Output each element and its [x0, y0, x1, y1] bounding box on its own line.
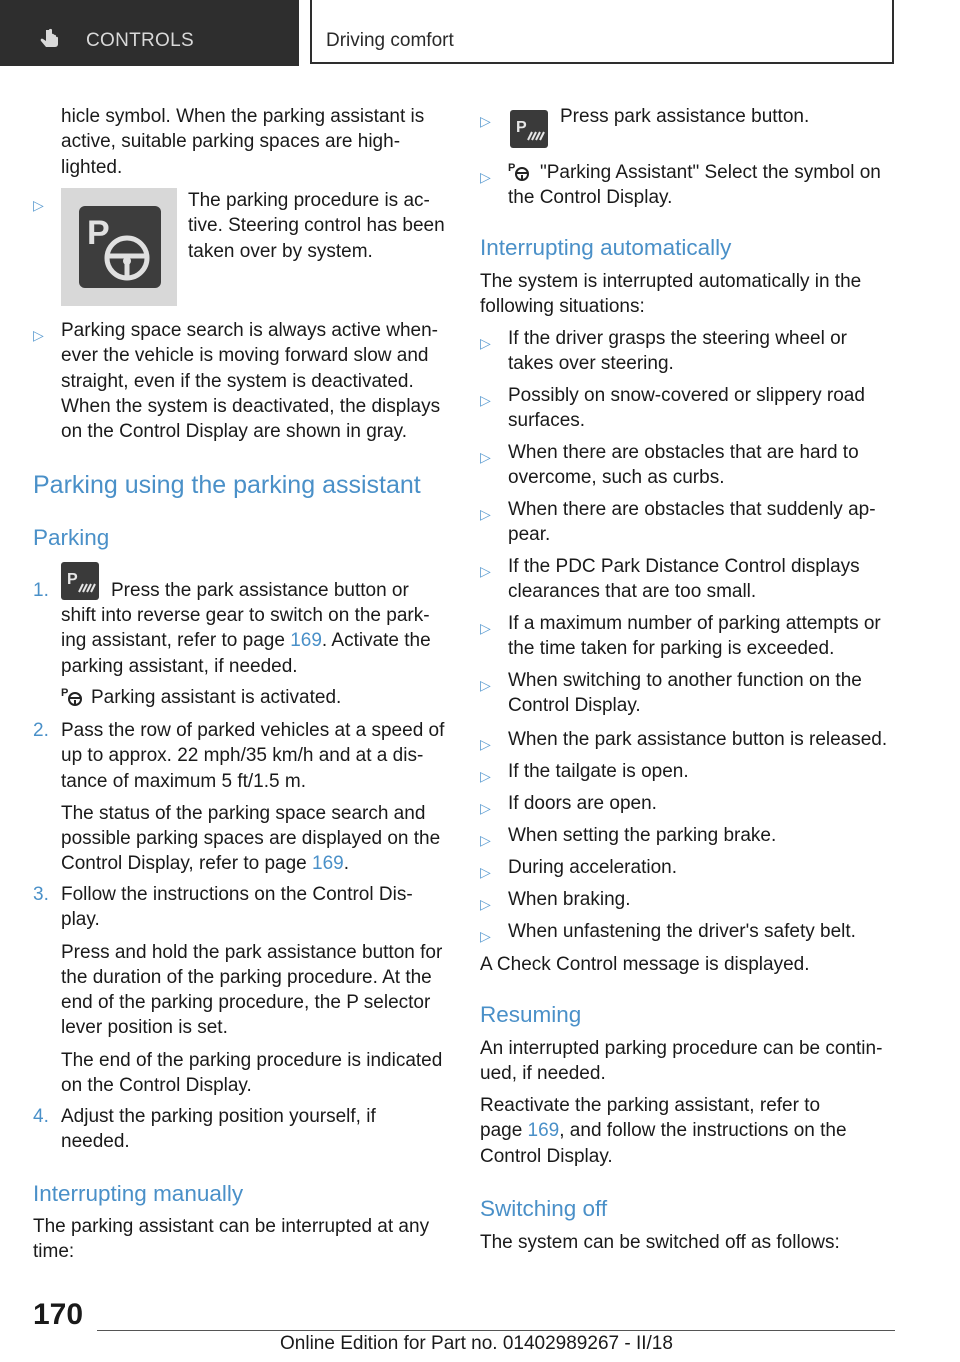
section-heading: Parking using the parking assistant	[33, 471, 421, 499]
step-text	[61, 882, 461, 1098]
text-line: Adjust the parking position yourself, if	[61, 1106, 376, 1127]
paragraph	[480, 269, 895, 320]
text-line: takes over steering.	[508, 353, 674, 375]
text-line: When there are obstacles that are hard to	[508, 442, 859, 463]
bullet-triangle-icon: ▷	[480, 896, 491, 912]
bullet-triangle-icon: ▷	[480, 335, 491, 351]
text-line: During acceleration.	[508, 857, 677, 878]
text-line: Control Display.	[508, 695, 641, 717]
text-line: taken over by system.	[188, 240, 373, 262]
text-line: hicle symbol. When the parking assistant is	[61, 106, 425, 127]
bullet-triangle-icon: ▷	[33, 327, 44, 343]
text-line	[61, 851, 461, 876]
text-line: Press and hold the park assistance button for	[61, 941, 443, 963]
text-line	[61, 685, 461, 711]
bullet-triangle-icon: ▷	[33, 197, 44, 213]
text-line: tive. Steering control has been	[188, 215, 445, 237]
bullet-triangle-icon: ▷	[480, 113, 491, 129]
paragraph: The system can be switched off as follows:	[480, 1232, 840, 1253]
text-line: If a maximum number of parking attempts or	[508, 613, 881, 634]
hand-touch-icon	[36, 26, 64, 54]
text-line: tance of maximum 5 ft/1.5 m.	[61, 770, 306, 792]
text-line: on the Control Display.	[61, 1075, 252, 1097]
text-line: When there are obstacles that suddenly ap-	[508, 499, 876, 520]
text-span: page	[480, 1120, 528, 1142]
bullet-text	[61, 318, 461, 444]
text-line	[61, 628, 461, 653]
step-text	[61, 562, 461, 711]
text-line: on the Control Display are shown in gray.	[61, 421, 408, 443]
svg-text:P: P	[87, 214, 110, 252]
bullet-triangle-icon: ▷	[480, 800, 491, 816]
page-link[interactable]: 169	[527, 1120, 560, 1142]
text-line: ever the vehicle is moving forward slow and	[61, 345, 429, 367]
text-line: An interrupted parking procedure can be contin-	[480, 1038, 883, 1059]
text-line: When the system is deactivated, the displays	[61, 395, 441, 417]
svg-text:P: P	[516, 119, 527, 136]
text-line: When braking.	[508, 889, 631, 910]
text-line: If the PDC Park Distance Control displays	[508, 556, 860, 577]
step-number: 3.	[33, 884, 49, 905]
text-line: overcome, such as curbs.	[508, 467, 725, 489]
text-span: , and follow the instructions on the	[559, 1120, 847, 1142]
paragraph	[480, 1093, 895, 1169]
page-header	[0, 0, 960, 66]
bullet-triangle-icon: ▷	[480, 736, 491, 752]
text-line: If the driver grasps the steering wheel or	[508, 328, 848, 349]
text-line: The status of the parking space search and	[61, 802, 426, 824]
parking-steering-icon	[79, 206, 161, 288]
parking-active-symbol	[61, 188, 177, 306]
bullet-triangle-icon: ▷	[480, 506, 491, 522]
text-line	[480, 1118, 895, 1143]
paragraph	[33, 1214, 453, 1265]
bullet-triangle-icon: ▷	[480, 169, 491, 185]
text-line: Pass the row of parked vehicles at a speed of	[61, 720, 445, 741]
page-link[interactable]: 169	[312, 853, 344, 875]
text-line: Control Display.	[480, 1145, 613, 1167]
subsection-heading: Interrupting automatically	[480, 235, 732, 260]
bullet-text	[508, 160, 908, 210]
bullet-triangle-icon: ▷	[480, 392, 491, 408]
svg-text:P: P	[508, 162, 516, 174]
subsection-heading: Switching off	[480, 1196, 608, 1221]
svg-text:P: P	[61, 686, 69, 699]
text-line: up to approx. 22 mph/35 km/h and at a dis-	[61, 745, 424, 767]
text-line: lighted.	[61, 156, 123, 178]
text-line: active, suitable parking spaces are high-	[61, 131, 401, 153]
chapter-tab	[310, 0, 894, 64]
step-number: 1.	[33, 580, 49, 601]
text-line: The end of the parking procedure is indicated	[61, 1049, 443, 1071]
edition-note: Online Edition for Part no. 01402989267 - II/18	[280, 1333, 673, 1354]
section-label: CONTROLS	[86, 30, 194, 51]
intro-paragraph	[61, 104, 461, 180]
paragraph: A Check Control message is displayed.	[480, 954, 810, 975]
list-item	[33, 188, 451, 308]
bullet-triangle-icon: ▷	[480, 928, 491, 944]
text-line: The system is interrupted automatically in the	[480, 271, 862, 292]
chapter-label: Driving comfort	[326, 30, 454, 51]
text-line: end of the parking procedure, the P selector	[61, 992, 431, 1014]
step-number: 4.	[33, 1106, 49, 1127]
text-line: If doors are open.	[508, 793, 657, 814]
text-line: lever position is set.	[61, 1017, 228, 1039]
text-line: possible parking spaces are displayed on the	[61, 828, 441, 850]
text-line: surfaces.	[508, 410, 586, 432]
text-line: the duration of the parking procedure. At the	[61, 966, 432, 988]
text-span: Control Display, refer to page	[61, 853, 312, 875]
section-tab	[0, 0, 299, 66]
text-span: . Activate the	[321, 630, 431, 652]
bullet-triangle-icon: ▷	[480, 677, 491, 693]
text-line: The parking assistant can be interrupted at any	[33, 1216, 430, 1237]
step-text	[61, 718, 461, 877]
page-link[interactable]: 169	[290, 630, 322, 652]
text-line: ued, if needed.	[480, 1063, 606, 1085]
footer-divider	[97, 1330, 895, 1331]
subsection-heading: Parking	[33, 525, 110, 550]
bullet-triangle-icon: ▷	[480, 832, 491, 848]
text-line: The parking procedure is ac-	[188, 190, 430, 211]
list-item	[480, 104, 895, 150]
text-span: "Parking Assistant" Select the symbol on	[540, 162, 881, 183]
page-number: 170	[33, 1298, 84, 1331]
text-line: When switching to another function on the	[508, 670, 862, 691]
bullet-triangle-icon: ▷	[480, 449, 491, 465]
subsection-heading: Interrupting manually	[33, 1181, 244, 1206]
text-line: time:	[33, 1241, 75, 1263]
parking-assistant-icon	[508, 160, 530, 182]
text-line: Reactivate the parking assistant, refer to	[480, 1095, 821, 1116]
text-line: Possibly on snow-covered or slippery road	[508, 385, 865, 406]
bullet-triangle-icon: ▷	[480, 864, 491, 880]
bullet-text: Press park assistance button.	[560, 106, 810, 127]
text-span: .	[343, 853, 349, 875]
text-line: Parking space search is always active when-	[61, 320, 439, 341]
text-line: following situations:	[480, 296, 645, 318]
bullet-text	[188, 188, 458, 264]
text-line: the time taken for parking is exceeded.	[508, 638, 835, 660]
step-text	[61, 1104, 461, 1155]
text-span: Parking assistant is activated.	[91, 686, 342, 708]
text-span: ing assistant, refer to page	[61, 630, 291, 652]
bullet-triangle-icon: ▷	[480, 768, 491, 784]
parking-assistant-icon	[61, 685, 83, 707]
subsection-heading: Resuming	[480, 1002, 582, 1027]
step-number: 2.	[33, 720, 49, 741]
text-line: Press the park assistance button or	[111, 580, 409, 601]
text-line: pear.	[508, 524, 551, 546]
text-line: When unfastening the driver's safety belt.	[508, 921, 856, 942]
text-line: Follow the instructions on the Control Dis-	[61, 884, 413, 905]
bullet-triangle-icon: ▷	[480, 563, 491, 579]
text-line: clearances that are too small.	[508, 581, 757, 603]
park-assist-button-icon	[61, 562, 99, 600]
text-line: play.	[61, 909, 100, 931]
text-line: the Control Display.	[508, 187, 673, 208]
text-line: When setting the parking brake.	[508, 825, 777, 846]
text-line: shift into reverse gear to switch on the park-	[61, 605, 430, 626]
bullet-triangle-icon: ▷	[480, 620, 491, 636]
text-line: needed.	[61, 1131, 130, 1153]
park-assist-button-icon	[510, 110, 548, 148]
text-line: When the park assistance button is released.	[508, 729, 888, 750]
svg-text:P: P	[67, 571, 78, 588]
text-line: If the tailgate is open.	[508, 761, 689, 782]
text-line: straight, even if the system is deactivated.	[61, 370, 414, 392]
text-line: parking assistant, if needed.	[61, 655, 298, 677]
paragraph	[480, 1036, 895, 1087]
